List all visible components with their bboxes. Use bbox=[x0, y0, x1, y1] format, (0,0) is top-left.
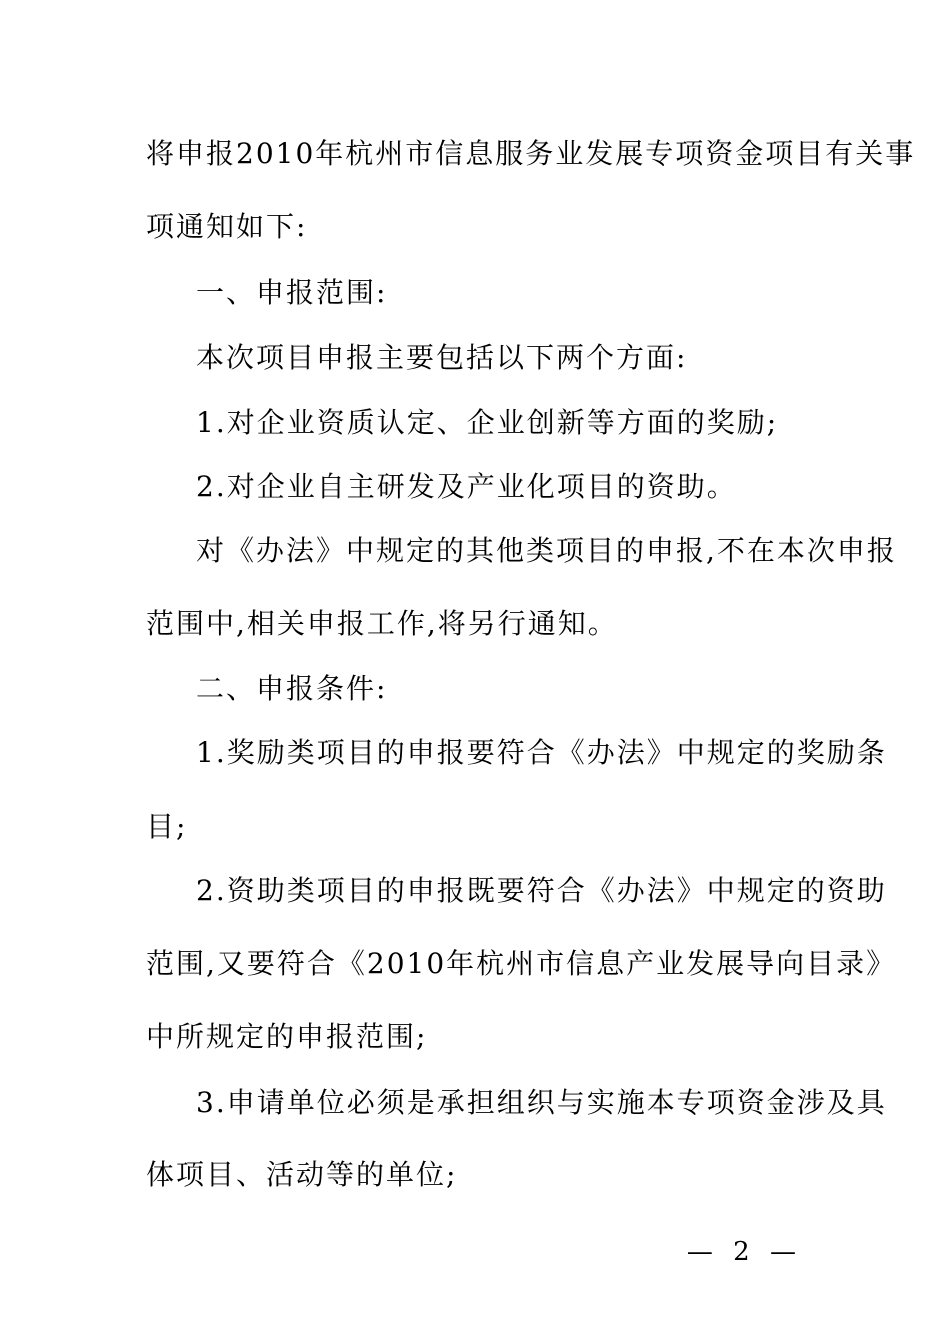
body-line-16: 体项目、活动等的单位; bbox=[146, 1158, 458, 1191]
body-line-14: 中所规定的申报范围; bbox=[146, 1020, 428, 1053]
list-item-condition-1: 1.奖励类项目的申报要符合《办法》中规定的奖励条 bbox=[196, 736, 887, 769]
body-line-1: 将申报2010年杭州市信息服务业发展专项资金项目有关事 bbox=[146, 137, 916, 170]
body-line-2: 项通知如下: bbox=[146, 210, 308, 243]
body-line-13: 范围,又要符合《2010年杭州市信息产业发展导向目录》 bbox=[146, 947, 897, 980]
list-item-condition-2: 2.资助类项目的申报既要符合《办法》中规定的资助 bbox=[196, 874, 887, 907]
section-heading-conditions: 二、申报条件: bbox=[196, 672, 388, 705]
body-line-11: 目; bbox=[146, 810, 188, 843]
body-line-4: 本次项目申报主要包括以下两个方面: bbox=[196, 341, 688, 374]
list-item-scope-1: 1.对企业资质认定、企业创新等方面的奖励; bbox=[196, 406, 779, 439]
body-line-7: 对《办法》中规定的其他类项目的申报,不在本次申报 bbox=[196, 534, 897, 567]
list-item-scope-2: 2.对企业自主研发及产业化项目的资助。 bbox=[196, 470, 737, 503]
section-heading-scope: 一、申报范围: bbox=[196, 276, 388, 309]
body-line-8: 范围中,相关申报工作,将另行通知。 bbox=[146, 607, 618, 640]
page-number: — 2 — bbox=[686, 1237, 802, 1267]
list-item-condition-3: 3.申请单位必须是承担组织与实施本专项资金涉及具 bbox=[196, 1086, 887, 1119]
